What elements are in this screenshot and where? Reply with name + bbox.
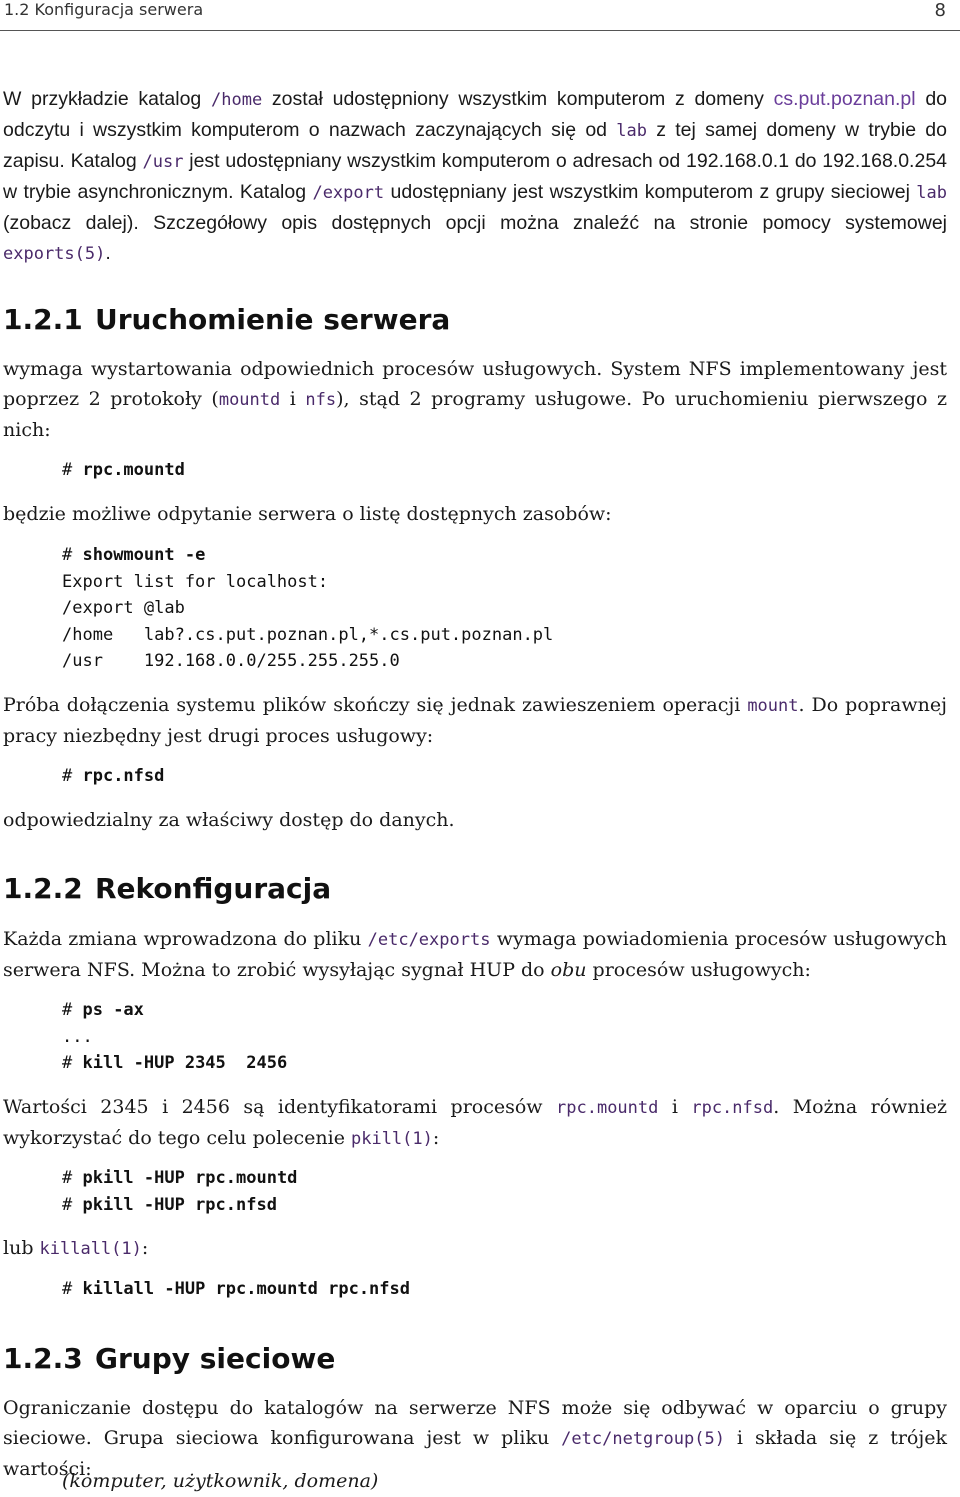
code-block-pkill: # pkill -HUP rpc.mountd # pkill -HUP rpc.nfsd	[62, 1168, 298, 1215]
domain-link[interactable]: cs.put.poznan.	[773, 88, 901, 110]
section-heading-rekonfiguracja	[3, 871, 331, 907]
paragraph-grupy: Ograniczanie dostępu do katalogów na serwerze NFS może się odbywać w oparciu o grupy sieciowe. Grupa sieciowa konfigurowana jest w pliku /etc/netgroup(5) i składa się z trójek wartości:	[3, 1397, 947, 1480]
intro-paragraph: W przykładzie katalog /home został udostępniony wszystkim komputerom z domeny cs.put.poznan.pl do odczytu i wszystkim komputerom o nazwach zaczynających się od lab z tej samej domeny w trybie do zapisu. Katalog /usr jest udostępniany wszystkim komputerom o adresach od 192.168.0.1 do 192.168.0.254 w trybie asynchronicznym. Katalog /export udostępniany jest wszystkim komputerom z grupy sieciowej lab (zobacz dalej). Szczegółowy opis dostępnych opcji można znaleźć na stronie pomocy systemowej exports(5).	[3, 88, 948, 264]
section-number: 1.2.2	[3, 872, 83, 905]
code-block-killall: # killall -HUP rpc.mountd rpc.nfsd	[62, 1279, 410, 1299]
section-heading-grupy	[3, 1341, 335, 1377]
code-block-nfsd: # rpc.nfsd	[62, 766, 165, 786]
inline-code: rpc.mountd	[556, 1098, 659, 1118]
inline-code: lab	[616, 121, 647, 141]
triple-format: (komputer, użytkownik, domena)	[62, 1470, 379, 1492]
section-title: Uruchomienie serwera	[95, 303, 451, 336]
paragraph-odpytanie: będzie możliwe odpytanie serwera o listę dostępnych zasobów:	[3, 503, 612, 525]
inline-code: /home	[211, 90, 263, 110]
paragraph-identyfikatory: Wartości 2345 i 2456 są identyfikatorami procesów rpc.mountd i rpc.nfsd. Można również wykorzystać do tego celu polecenie pkill(1):	[3, 1096, 947, 1149]
inline-code: killall(1)	[39, 1239, 142, 1259]
inline-code: mount	[747, 696, 799, 716]
code-block-mountd: # rpc.mountd	[62, 460, 185, 480]
paragraph-killall: lub killall(1):	[3, 1237, 149, 1259]
inline-code: nfs	[305, 390, 337, 410]
inline-code: /etc/netgroup(5)	[561, 1429, 725, 1449]
header-rule	[0, 30, 960, 31]
paragraph-rekonfiguracja: Każda zmiana wprowadzona do pliku /etc/exports wymaga powiadomienia procesów usługowych serwera NFS. Można to zrobić wysyłając sygnał HUP do obu procesów usługowych:	[3, 928, 947, 981]
inline-code: /usr	[142, 152, 184, 172]
inline-code: pkill(1)	[350, 1129, 433, 1149]
code-block-showmount: # showmount -e Export list for localhost: /export @lab /home lab?.cs.put.poznan.pl,*.cs.put.poznan.pl /usr 192.168.0.0/255.255.255.0	[62, 545, 554, 671]
section-title: Rekonfiguracja	[95, 872, 332, 905]
inline-code: mountd	[218, 390, 281, 410]
paragraph-dostep: odpowiedzialny za właściwy dostęp do danych.	[3, 809, 455, 831]
code-block-ps-kill: # ps -ax ... # kill -HUP 2345 2456	[62, 1000, 288, 1073]
header-title: 1.2 Konfiguracja serwera	[4, 0, 204, 19]
paragraph-uruchomienie: wymaga wystartowania odpowiednich procesów usługowych. System NFS implementowany jest poprzez 2 protokoły (mountd i nfs), stąd 2 programy usługowe. Po uruchomieniu pierwszego z nich:	[3, 358, 948, 441]
inline-code: exports(5)	[3, 244, 106, 264]
section-number: 1.2.3	[3, 1342, 83, 1375]
inline-code: /etc/exports	[367, 930, 491, 950]
inline-code: lab	[916, 183, 947, 203]
inline-code: /export	[312, 183, 385, 203]
section-heading-uruchomienie	[3, 302, 450, 338]
running-header	[4, 0, 946, 22]
domain-link[interactable]: pl	[900, 88, 916, 110]
paragraph-mount: Próba dołączenia systemu plików skończy się jednak zawieszeniem operacji mount. Do poprawnej pracy niezbędny jest drugi proces usługowy:	[3, 694, 947, 747]
section-title: Grupy sieciowe	[95, 1342, 336, 1375]
inline-code: rpc.nfsd	[691, 1098, 774, 1118]
page-number: 8	[934, 0, 946, 21]
section-number: 1.2.1	[3, 303, 83, 336]
